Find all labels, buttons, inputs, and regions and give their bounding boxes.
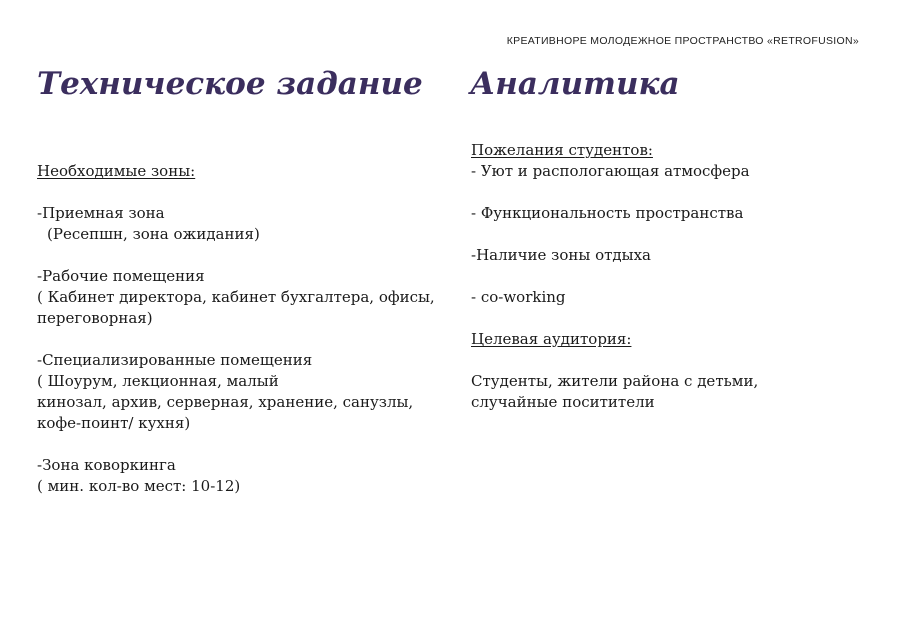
zone-reception-details: (Ресепшн, зона ожидания) (47, 225, 260, 243)
wish-item: - co-working (471, 288, 566, 306)
spacer (37, 329, 462, 350)
spacer (471, 266, 871, 287)
zone-coworking-details: ( мин. кол-во мест: 10-12) (37, 477, 241, 495)
zone-work-rooms: -Рабочие помещения (37, 267, 205, 285)
technical-task-title: Техническое задание (37, 66, 423, 102)
wish-item: - Уют и распологающая атмосфера (471, 162, 750, 180)
spacer (37, 434, 462, 455)
zone-coworking: -Зона коворкинга (37, 456, 176, 474)
wish-item: - Функциональность пространства (471, 204, 744, 222)
zone-specialized-details-cont: кинозал, архив, серверная, хранение, санузлы, (37, 393, 414, 411)
spacer (471, 308, 871, 329)
analytics-title: Аналитика (470, 66, 680, 102)
spacer (471, 182, 871, 203)
spacer (471, 224, 871, 245)
wish-item: -Наличие зоны отдыха (471, 246, 651, 264)
spacer (471, 350, 871, 371)
organization-header: КРЕАТИВНОРЕ МОЛОДЕЖНОЕ ПРОСТРАНСТВО «RETROFUSION» (506, 35, 859, 47)
required-zones-column (37, 161, 462, 497)
target-audience-heading: Целевая аудитория: (471, 330, 632, 348)
zone-specialized-rooms: -Специализированные помещения (37, 351, 313, 369)
spacer (37, 182, 462, 203)
zone-work-rooms-details: ( Кабинет директора, кабинет бухгалтера, офисы, (37, 288, 435, 306)
spacer (37, 245, 462, 266)
zone-work-rooms-details-cont: переговорная) (37, 309, 153, 327)
zone-specialized-details: ( Шоурум, лекционная, малый (37, 372, 279, 390)
zone-reception: -Приемная зона (37, 204, 165, 222)
analytics-column (471, 140, 871, 413)
audience-text: Студенты, жители района с детьми, (471, 372, 759, 390)
required-zones-heading: Необходимые зоны: (37, 162, 196, 180)
student-wishes-heading: Пожелания студентов: (471, 141, 653, 159)
zone-specialized-details-end: кофе-поинт/ кухня) (37, 414, 191, 432)
audience-text: случайные поситители (471, 393, 655, 411)
